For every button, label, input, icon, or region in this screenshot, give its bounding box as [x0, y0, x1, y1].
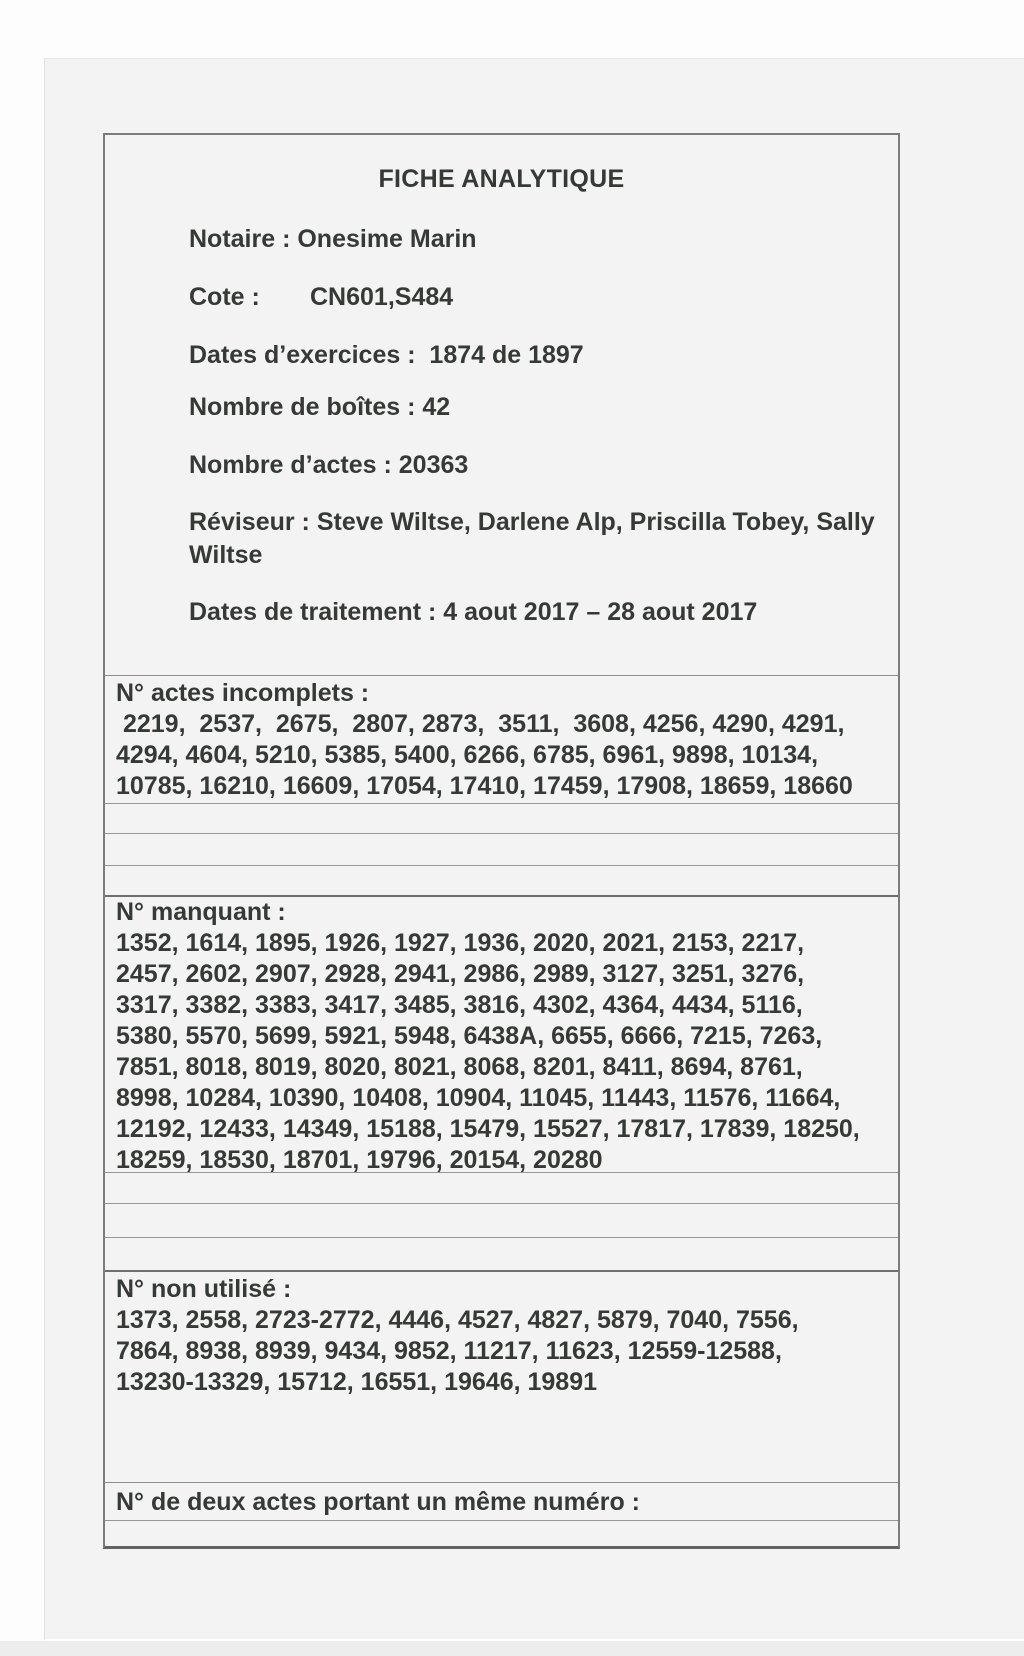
non-utilise-numbers-line: 7864, 8938, 8939, 9434, 9852, 11217, 11623, 12559-12588, — [116, 1337, 782, 1365]
incomplets-numbers-line: 10785, 16210, 16609, 17054, 17410, 17459, 17908, 18659, 18660 — [116, 772, 853, 800]
section-deux-actes-label: N° de deux actes portant un même numéro : — [116, 1488, 640, 1516]
manquant-numbers-line: 18259, 18530, 18701, 19796, 20154, 20280 — [116, 1146, 603, 1172]
incomplets-numbers-line: 4294, 4604, 5210, 5385, 5400, 6266, 6785, 6961, 9898, 10134, — [116, 741, 819, 769]
cote-value: CN601,S484 — [310, 283, 454, 311]
field-reviseur-line2: Wiltse — [189, 541, 263, 569]
section-manquant-label: N° manquant : — [116, 898, 286, 926]
field-dates-traitement: Dates de traitement : 4 aout 2017 – 28 aout 2017 — [189, 598, 758, 626]
field-cote — [189, 283, 453, 312]
empty-row — [105, 865, 898, 895]
empty-row — [105, 1237, 898, 1270]
manquant-numbers-line: 8998, 10284, 10390, 10408, 10904, 11045, 11443, 11576, 11664, — [116, 1084, 841, 1112]
field-nombre-actes: Nombre d’actes : 20363 — [189, 451, 469, 479]
section-non-utilise-label: N° non utilisé : — [116, 1275, 292, 1303]
form-header — [105, 135, 898, 675]
non-utilise-numbers-line: 13230-13329, 15712, 16551, 19646, 19891 — [116, 1368, 598, 1396]
manquant-numbers-line: 3317, 3382, 3383, 3417, 3485, 3816, 4302, 4364, 4434, 5116, — [116, 991, 803, 1019]
manquant-numbers-line: 12192, 12433, 14349, 15188, 15479, 15527, 17817, 17839, 18250, — [116, 1115, 860, 1143]
section-manquant — [105, 895, 898, 1172]
empty-row — [105, 1172, 898, 1203]
manquant-numbers-line: 2457, 2602, 2907, 2928, 2941, 2986, 2989, 3127, 3251, 3276, — [116, 960, 805, 988]
field-notaire: Notaire : Onesime Marin — [189, 225, 477, 253]
empty-row — [105, 1520, 898, 1549]
section-actes-incomplets-label: N° actes incomplets : — [116, 679, 370, 707]
page-title: FICHE ANALYTIQUE — [378, 165, 625, 193]
non-utilise-numbers-line: 1373, 2558, 2723-2772, 4446, 4527, 4827, 5879, 7040, 7556, — [116, 1306, 799, 1334]
cote-label: Cote : — [189, 283, 260, 311]
incomplets-numbers-line: 2219, 2537, 2675, 2807, 2873, 3511, 3608, 4256, 4290, 4291, — [116, 710, 845, 738]
scanner-background — [0, 1641, 1024, 1656]
field-dates-exercices: Dates d’exercices : 1874 de 1897 — [189, 341, 584, 369]
field-reviseur-line1: Réviseur : Steve Wiltse, Darlene Alp, Priscilla Tobey, Sally — [189, 508, 875, 536]
section-actes-incomplets — [105, 675, 898, 803]
manquant-numbers-line: 7851, 8018, 8019, 8020, 8021, 8068, 8201, 8411, 8694, 8761, — [116, 1053, 803, 1081]
empty-row — [105, 803, 898, 833]
section-non-utilise — [105, 1270, 898, 1482]
section-deux-actes — [105, 1482, 898, 1520]
empty-row — [105, 833, 898, 865]
field-nombre-boites: Nombre de boîtes : 42 — [189, 393, 451, 421]
empty-row — [105, 1203, 898, 1237]
manquant-numbers-line: 5380, 5570, 5699, 5921, 5948, 6438A, 6655, 6666, 7215, 7263, — [116, 1022, 823, 1050]
fiche-analytique-form — [103, 133, 900, 1549]
manquant-numbers-line: 1352, 1614, 1895, 1926, 1927, 1936, 2020, 2021, 2153, 2217, — [116, 929, 805, 957]
